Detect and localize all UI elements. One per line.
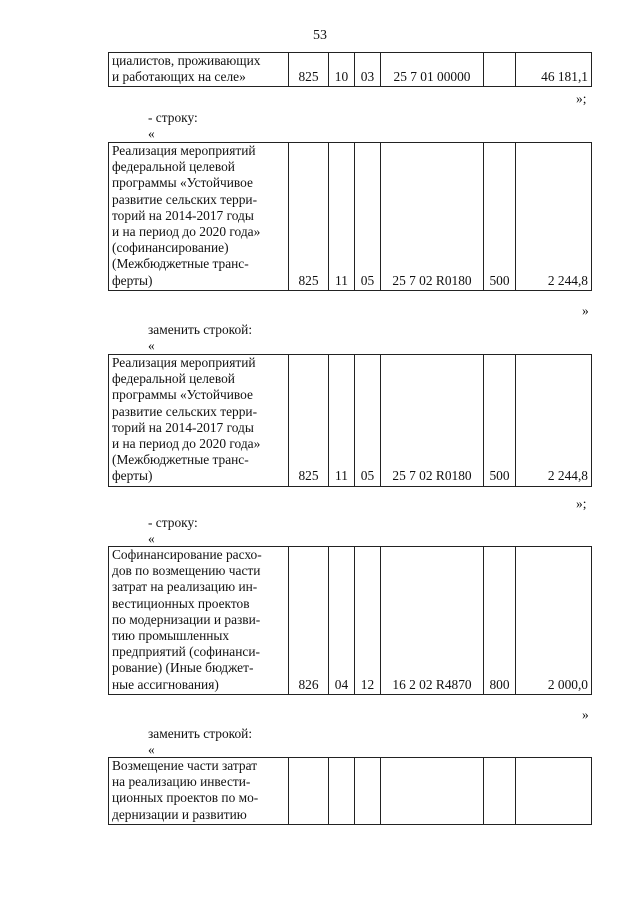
closing-quote: » — [582, 303, 589, 318]
budget-table-new-row — [108, 757, 592, 825]
row-description — [109, 758, 289, 825]
description-line: развитие сельских терри- — [112, 403, 258, 419]
target-code: 16 2 02 R4870 — [381, 547, 484, 695]
description-line: федеральной целевой — [112, 371, 235, 387]
amount: 2 244,8 — [516, 355, 592, 487]
opening-quote: « — [148, 338, 155, 353]
section-code: 10 — [329, 53, 355, 87]
description-line: (софинансирование) — [112, 240, 229, 256]
ministry-code: 825 — [289, 355, 329, 487]
amount: 2 000,0 — [516, 547, 592, 695]
opening-quote: « — [148, 742, 155, 757]
target-code: 25 7 02 R0180 — [381, 143, 484, 291]
table-row — [109, 758, 592, 825]
table-row — [109, 143, 592, 291]
section-code: 11 — [329, 143, 355, 291]
subsection-code: 12 — [355, 547, 381, 695]
amount — [516, 758, 592, 825]
expense-type-code: 500 — [484, 355, 516, 487]
subsection-code: 03 — [355, 53, 381, 87]
section-code: 11 — [329, 355, 355, 487]
closing-quote: »; — [576, 91, 587, 106]
description-line: Реализация мероприятий — [112, 355, 256, 370]
description-line: торий на 2014-2017 годы — [112, 207, 254, 223]
subsection-code: 05 — [355, 143, 381, 291]
table-row — [109, 547, 592, 695]
page-number: 53 — [313, 28, 327, 43]
table-row — [109, 355, 592, 487]
expense-type-code: 500 — [484, 143, 516, 291]
target-code: 25 7 02 R0180 — [381, 355, 484, 487]
amount: 46 181,1 — [516, 53, 592, 87]
description-line: программы «Устойчивое — [112, 387, 253, 403]
description-line: и работающих на селе» — [112, 69, 246, 85]
instruction-label: - строку: — [148, 110, 198, 125]
description-line: программы «Устойчивое — [112, 175, 253, 191]
amount: 2 244,8 — [516, 143, 592, 291]
section-code: 04 — [329, 547, 355, 695]
expense-type-code — [484, 758, 516, 825]
description-line: ные ассигнования) — [112, 676, 219, 692]
instruction-label: заменить строкой: — [148, 322, 253, 337]
opening-quote: « — [148, 531, 155, 546]
description-line: ферты) — [112, 272, 153, 288]
ministry-code: 825 — [289, 143, 329, 291]
description-line: Софинансирование расхо- — [112, 547, 262, 562]
closing-quote: » — [582, 707, 589, 722]
row-description — [109, 355, 289, 487]
description-line: Реализация мероприятий — [112, 143, 256, 158]
subsection-code: 05 — [355, 355, 381, 487]
description-line: предприятий (софинанси- — [112, 644, 260, 660]
description-line: дернизации и развитию — [112, 806, 247, 822]
budget-table-new-row — [108, 354, 592, 487]
description-line: циалистов, проживающих — [112, 53, 261, 68]
instruction-label: - строку: — [148, 515, 198, 530]
ministry-code: 826 — [289, 547, 329, 695]
ministry-code: 825 — [289, 53, 329, 87]
budget-table-old-row — [108, 142, 592, 291]
section-code — [329, 758, 355, 825]
description-line: развитие сельских терри- — [112, 191, 258, 207]
subsection-code — [355, 758, 381, 825]
description-line: (Межбюджетные транс- — [112, 256, 249, 272]
description-line: торий на 2014-2017 годы — [112, 419, 254, 435]
description-line: затрат на реализацию ин- — [112, 579, 258, 595]
budget-table-continuation — [108, 52, 592, 87]
budget-table-old-row — [108, 546, 592, 695]
opening-quote: « — [148, 126, 155, 141]
expense-type-code — [484, 53, 516, 87]
description-line: Возмещение части затрат — [112, 758, 258, 773]
table-row — [109, 53, 592, 87]
description-line: федеральной целевой — [112, 159, 235, 175]
closing-quote: »; — [576, 496, 587, 511]
row-description — [109, 53, 289, 87]
description-line: и на период до 2020 года» — [112, 436, 261, 452]
row-description — [109, 547, 289, 695]
description-line: (Межбюджетные транс- — [112, 452, 249, 468]
target-code — [381, 758, 484, 825]
description-line: на реализацию инвести- — [112, 774, 251, 790]
expense-type-code: 800 — [484, 547, 516, 695]
description-line: и на период до 2020 года» — [112, 224, 261, 240]
description-line: по модернизации и разви- — [112, 611, 261, 627]
target-code: 25 7 01 00000 — [381, 53, 484, 87]
description-line: тию промышленных — [112, 628, 230, 644]
description-line: вестиционных проектов — [112, 595, 250, 611]
description-line: дов по возмещению части — [112, 563, 261, 579]
description-line: ферты) — [112, 468, 153, 484]
ministry-code — [289, 758, 329, 825]
description-line: рование) (Иные бюджет- — [112, 660, 254, 676]
row-description — [109, 143, 289, 291]
instruction-label: заменить строкой: — [148, 726, 253, 741]
description-line: ционных проектов по мо- — [112, 790, 259, 806]
